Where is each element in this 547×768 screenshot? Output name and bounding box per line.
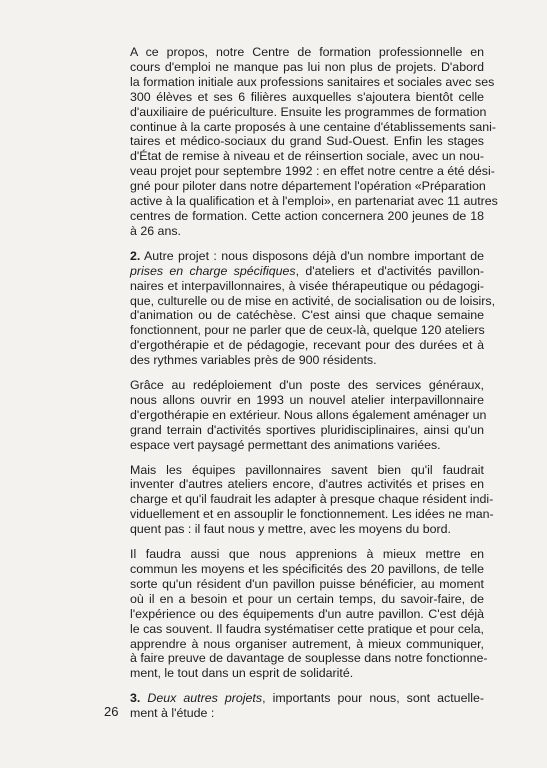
text-line: gné pour piloter dans notre département l'opération «Préparation: [130, 179, 486, 194]
text-line: ment, le tout dans un esprit de solidarité.: [130, 666, 354, 681]
paragraph: [104, 378, 487, 453]
text-line: viduellement et en assouplir le fonctionnement. Les idées ne man-: [130, 507, 494, 522]
paragraph: [104, 45, 498, 239]
text-line: où il en a besoin et pour un certain temps, du savoir-faire, de: [130, 591, 484, 606]
text-line: Grâce au redéploiement d'un poste des services généraux,: [130, 378, 484, 393]
text-line: d'animation ou de catéchèse. C'est ainsi que chaque semaine: [130, 308, 484, 323]
text-line: centres de formation. Cette action concernera 200 jeunes de 18: [130, 208, 484, 223]
text-line: charge et qu'il faudrait les adapter à presque chaque résident indi-: [130, 492, 494, 507]
text-line: commun les moyens et les spécificités des 20 pavillons, de telle: [130, 562, 484, 576]
text-line: que, culturelle ou de mise en activité, de socialisation ou de loisirs,: [130, 293, 496, 308]
text-line: des rythmes variables près de 900 résidents.: [130, 353, 377, 368]
page-number: 26: [104, 704, 119, 719]
text-line: quent pas : il faut nous y mettre, avec les moyens du bord.: [130, 522, 451, 537]
body-text: [104, 45, 498, 731]
text-line: fonctionnent, pour ne parler que de ceux-là, quelque 120 ateliers: [130, 323, 485, 338]
text-line: Mais les équipes pavillonnaires savent bien qu'il faudrait: [130, 462, 484, 477]
text-line: grand terrain d'activités sportives pluridisciplinaires, ainsi qu'un: [130, 422, 484, 437]
section-number: 3.: [130, 691, 141, 706]
text-line: apprendre à nous organiser autrement, à mieux communiquer,: [130, 636, 484, 651]
text-line: 2. Autre projet : nous disposons déjà d'un nombre important de: [130, 248, 484, 263]
text-line: taires et médico-sociaux du grand Sud-Ouest. Enfin les stages: [130, 134, 484, 149]
text-line: d'ergothérapie et de pédagogie, recevant pour des durées et à: [130, 338, 484, 353]
text-line: la formation initiale aux professions sanitaires et sociales avec ses: [130, 74, 495, 89]
text-line: cours d'emploi ne manque pas lui non plus de projets. D'abord: [130, 59, 484, 74]
text-line: naires et interpavillonnaires, à visée thérapeutique ou pédagogi-: [130, 278, 484, 293]
text-line: le cas souvent. Il faudra systématiser cette pratique et pour cela,: [130, 621, 485, 636]
text-line: ment à l'étude :: [130, 706, 215, 721]
text-line: active à la qualification et à l'emploi», en partenariat avec 11 autres: [130, 194, 498, 209]
text-line: d'ergothérapie en extérieur. Nous allons également aménager un: [130, 407, 487, 422]
text-line: d'auxiliaire de puériculture. Ensuite les programmes de formation: [130, 104, 487, 119]
text-line: d'État de remise à niveau et de réinsertion sociale, avec un nou-: [130, 149, 484, 164]
text-line: l'expérience ou des équipements d'un autre pavillon. C'est déjà: [130, 606, 484, 621]
section-number: 2.: [130, 248, 141, 263]
text-line: veau projet pour septembre 1992 : en effet notre centre a été dési-: [130, 164, 495, 179]
paragraph: [104, 547, 488, 681]
text-line: 3. Deux autres projets, importants pour nous, sont actuelle-: [130, 691, 484, 706]
paragraph: [104, 248, 496, 368]
paragraph: [104, 462, 494, 538]
text-line: à 26 ans.: [130, 223, 181, 238]
text-line: Il faudra aussi que nous apprenions à mieux mettre en: [130, 547, 484, 562]
text-line: sorte qu'un résident d'un pavillon puisse bénéficier, au moment: [130, 576, 484, 591]
text-line: A ce propos, notre Centre de formation professionnelle en: [130, 45, 484, 59]
paragraph: [104, 691, 484, 721]
text-line: prises en charge spécifiques, d'ateliers et d'activités pavillon-: [130, 263, 485, 278]
text-line: inventer d'autres ateliers encore, d'autres activités et prises en: [130, 477, 484, 492]
text-line: continue à la carte proposés à une centaine d'établissements sani-: [130, 119, 497, 134]
text-line: 300 élèves et ses 6 filières auxquelles s'ajoutera bientôt celle: [130, 89, 484, 104]
text-line: nous allons ouvrir en 1993 un nouvel atelier interpavillonnaire: [130, 392, 484, 407]
text-line: espace vert paysagé permettant des animations variées.: [130, 437, 441, 452]
text-line: à faire preuve de davantage de souplesse dans notre fonctionne-: [130, 651, 488, 666]
